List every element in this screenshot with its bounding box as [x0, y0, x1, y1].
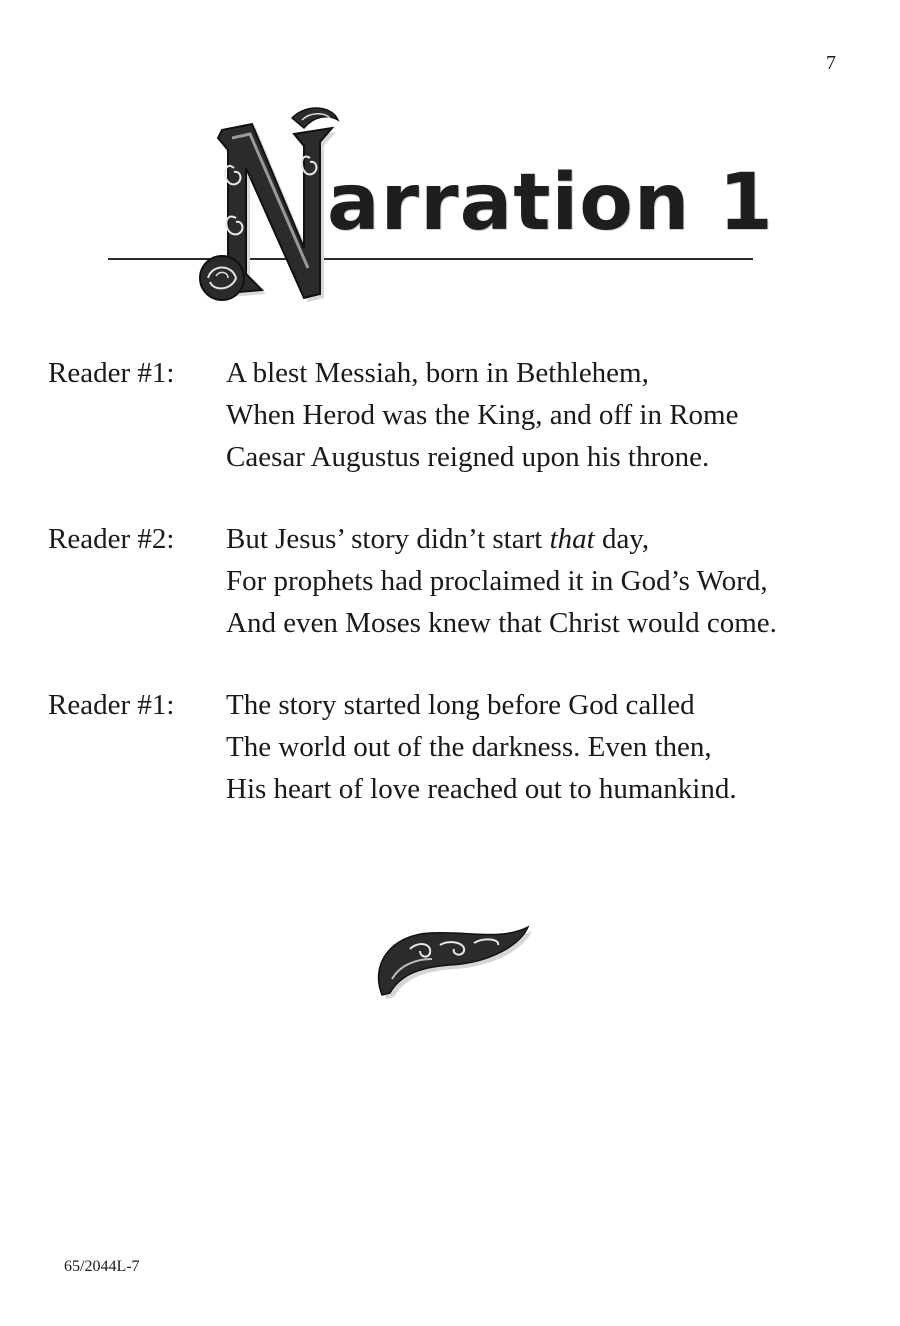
- verse-line: For prophets had proclaimed it in God’s Word,: [226, 565, 768, 597]
- reading-block: [48, 352, 868, 478]
- verse-line: The world out of the darkness. Even then,: [226, 731, 712, 763]
- speaker-label: Reader #2:: [48, 523, 175, 555]
- leaf-flourish-icon: [370, 915, 535, 1005]
- speaker-label: Reader #1:: [48, 357, 175, 389]
- footer-catalog-code: 65/2044L-7: [64, 1258, 140, 1275]
- verse-lines: [226, 518, 868, 644]
- verse-line: Caesar Augustus reigned upon his throne.: [226, 441, 710, 473]
- page-number: 7: [826, 52, 836, 74]
- narration-readings: [48, 352, 868, 850]
- speaker-label: Reader #1:: [48, 689, 175, 721]
- verse-line: His heart of love reached out to humankind.: [226, 773, 737, 805]
- ornamental-letter-n-icon: [192, 98, 342, 308]
- verse-line-end: day,: [594, 523, 650, 555]
- emphasis-word: that: [549, 523, 595, 555]
- verse-line: When Herod was the King, and off in Rome: [226, 399, 739, 431]
- verse-line: A blest Messiah, born in Bethlehem,: [226, 357, 649, 389]
- title-text: arration 1: [327, 158, 774, 248]
- verse-line-start: But Jesus’ story didn’t start: [226, 523, 550, 555]
- verse-line: And even Moses knew that Christ would come.: [226, 607, 777, 639]
- chapter-title: [0, 90, 900, 320]
- verse-lines: [226, 684, 868, 810]
- reading-block: [48, 684, 868, 810]
- verse-line: [226, 518, 868, 560]
- verse-lines: [226, 352, 868, 478]
- reading-block: [48, 518, 868, 644]
- verse-line: The story started long before God called: [226, 689, 695, 721]
